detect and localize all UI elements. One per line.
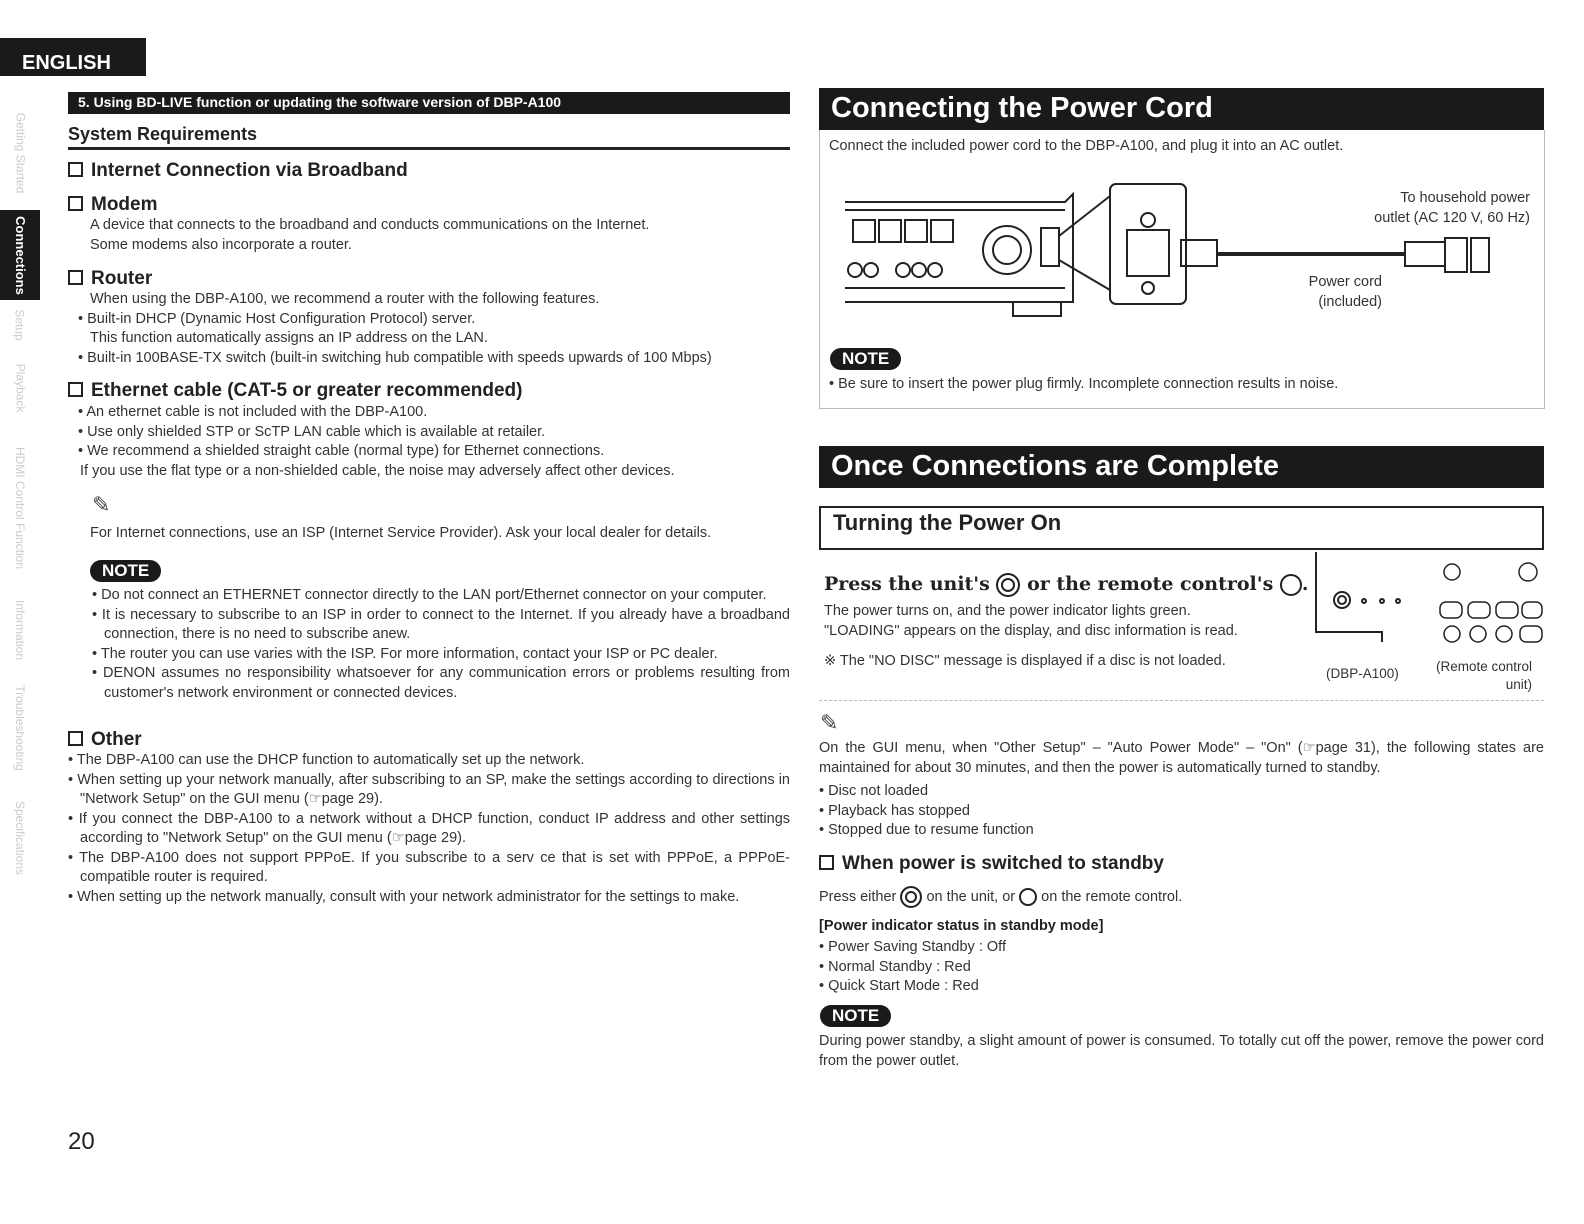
tip-text: For Internet connections, use an ISP (Internet Service Provider). Ask your local dealer for details. (90, 525, 712, 541)
cord-label: Power cord (included) (1308, 274, 1382, 310)
states-list: • Disc not loaded • Playback has stopped • Stopped due to resume function (819, 782, 1519, 841)
standby-note-badge: NOTE (820, 1005, 891, 1027)
other-heading: Other (68, 729, 142, 751)
modem-heading: Modem (68, 194, 158, 216)
device-rear-panel (845, 194, 1073, 316)
router-heading: Router (68, 268, 152, 290)
side-tab-information[interactable]: Information (13, 599, 27, 661)
checkbox-icon (68, 731, 83, 746)
outlet-label: To household power outlet (AC 120 V, 60 Hz) (1374, 190, 1530, 226)
remote-buttons (1440, 563, 1542, 642)
checkbox-icon (68, 162, 83, 177)
press-instruction: Press the unit's or the remote control's . (824, 573, 1309, 595)
turning-power-on-title: Turning the Power On (819, 506, 1544, 550)
unit-front-panel (1316, 552, 1400, 642)
other-list: • The DBP-A100 can use the DHCP function to automatically set up the network. • When setting up your network manually, after subscribing to an SP, make the settings according to directions in "Network Setup" on the GUI menu (☞page 29). • If you connect the DBP-A100 to a network without a DHCP function, conduct IP address and other settings according to "Network Setup" on the GUI menu (☞page 29). • The DBP-A100 does not support PPPoE. If you subscribe to a serv ce that is set with PPPoE, a PPPoE-compatible router is required. • When setting up the network manually, consult with your network administrator for the settings to make. (68, 751, 790, 907)
checkbox-icon (68, 196, 83, 211)
indicator-heading: [Power indicator status in standby mode] (819, 918, 1104, 934)
power-cord-intro: Connect the included power cord to the DBP-A100, and plug it into an AC outlet. (829, 138, 1344, 154)
side-tab-playback[interactable]: Playback (13, 363, 28, 412)
ethernet-text: • An ethernet cable is not included with the DBP-A100. • Use only shielded STP or ScTP LAN cable which is available at retailer. • We recommend a shielded straight cable (normal type) for Ethernet connections. If you use the flat type or a non-shielded cable, the noise may adversely affect other devices. (78, 403, 790, 481)
note-badge: NOTE (90, 560, 161, 582)
once-title: Once Connections are Complete (819, 446, 1544, 488)
ethernet-heading: Ethernet cable (CAT-5 or greater recommended) (68, 380, 522, 402)
page-number: 20 (68, 1128, 95, 1155)
internet-heading: Internet Connection via Broadband (68, 160, 408, 182)
remote-power-icon (1019, 888, 1037, 906)
standby-note-text: During power standby, a slight amount of power is consumed. To totally cut off the power, remove the power cord from the power outlet. (819, 1033, 1544, 1069)
unit-caption: (DBP-A100) (1326, 666, 1399, 681)
checkbox-icon (68, 382, 83, 397)
language-tab[interactable]: ENGLISH (0, 38, 146, 76)
nodisc-text: ※ The "NO DISC" message is displayed if a disc is not loaded. (824, 653, 1226, 669)
side-tab-connections[interactable]: Connections (0, 210, 40, 300)
divider (819, 700, 1544, 701)
indicator-list: • Power Saving Standby : Off • Normal Standby : Red • Quick Start Mode : Red (819, 938, 1519, 997)
power-on-text: The power turns on, and the power indicator lights green. "LOADING" appears on the display, and disc information is read. (824, 603, 1238, 639)
pencil-icon: ✎ (92, 492, 111, 517)
note-list: • Do not connect an ETHERNET connector directly to the LAN port/Ethernet connector on your computer. • It is necessary to subscribe to an ISP in order to connect to the Internet. If you already have a broadband connection, there is no need to subscribe anew. • The router you can use varies with the ISP. For more information, contact your ISP or PC dealer. • DENON assumes no responsibility whatsoever for any communication errors or problems resulting from customer's network environment or connected devices. (92, 586, 790, 703)
side-tab-nav (0, 95, 40, 890)
side-tab-hdmi[interactable]: HDMI Control Function (13, 446, 28, 569)
standby-heading: When power is switched to standby (819, 853, 1164, 875)
modem-text: A device that connects to the broadband and conducts communications on the Internet. Some modems also incorporate a router. (90, 217, 650, 253)
gui-text: On the GUI menu, when "Other Setup" – "Auto Power Mode" – "On" (☞page 31), the following states are maintained for about 30 minutes, and then the power is automatically turned to standby. (819, 740, 1544, 776)
system-requirements-title: System Requirements (68, 124, 790, 150)
router-text: When using the DBP-A100, we recommend a router with the following features. • Built-in DHCP (Dynamic Host Configuration Protocol) server. This function automatically assigns an IP address on the LAN. • Built-in 100BASE-TX switch (built-in switching hub compatible with speeds upwards of 100 Mbps) (78, 290, 790, 368)
power-note-text: • Be sure to insert the power plug firmly. Incomplete connection results in noise. (829, 375, 1541, 395)
power-cord-title: Connecting the Power Cord (819, 88, 1544, 130)
power-note-badge: NOTE (830, 348, 901, 370)
power-button-icon (996, 573, 1020, 597)
side-tab-specifications[interactable]: Specifications (13, 800, 28, 875)
side-tab-troubleshooting[interactable]: Troubleshooting (13, 684, 27, 771)
pencil-icon: ✎ (820, 710, 839, 735)
unit-remote-diagram (1312, 552, 1544, 652)
remote-caption: (Remote control unit) (1435, 659, 1532, 692)
checkbox-icon (68, 270, 83, 285)
side-tab-setup[interactable]: Setup (12, 309, 27, 341)
remote-power-icon (1280, 574, 1302, 596)
section-bar: 5. Using BD-LIVE function or updating the software version of DBP-A100 (68, 92, 790, 114)
checkbox-icon (819, 855, 834, 870)
side-tab-getting-started[interactable]: Getting Started (13, 112, 27, 193)
power-button-icon (900, 886, 922, 908)
standby-text: Press either on the unit, or on the remote control. (819, 886, 1519, 908)
